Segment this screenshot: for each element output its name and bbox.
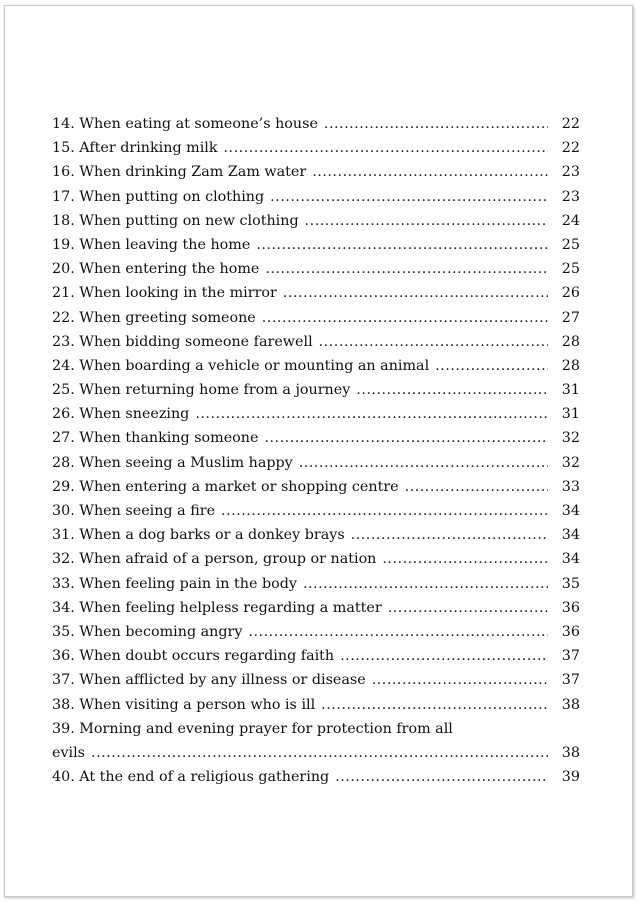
dot-leader	[435, 354, 548, 378]
toc-entry	[52, 644, 580, 668]
dot-leader	[91, 741, 548, 765]
toc-entry-title: 19. When leaving the home	[52, 236, 251, 253]
toc-entry	[52, 499, 580, 523]
toc-page-number: 39	[561, 769, 580, 786]
toc-page-number: 32	[561, 454, 580, 471]
toc-entry	[52, 330, 580, 354]
toc-page-number: 28	[561, 357, 580, 374]
toc-entry-title: 31. When a dog barks or a donkey brays	[52, 527, 345, 544]
toc-entry-title: 16. When drinking Zam Zam water	[52, 164, 307, 181]
toc-entry	[52, 233, 580, 257]
dot-leader	[270, 185, 548, 209]
toc-page-number: 37	[561, 672, 580, 689]
toc-entry	[52, 185, 580, 209]
toc-entry-title: 30. When seeing a fire	[52, 503, 216, 519]
dot-leader	[312, 160, 548, 184]
toc-entry	[52, 257, 580, 281]
toc-entry-title: 27. When thanking someone	[52, 430, 259, 447]
toc-page-number: 36	[561, 623, 580, 640]
toc-entry-title: 21. When looking in the mirror	[52, 285, 277, 302]
toc-entry-39-line-2	[52, 741, 580, 765]
toc-entry-title: 22. When greeting someone	[52, 309, 256, 326]
toc-entry	[52, 668, 580, 692]
toc-entry	[52, 547, 580, 571]
toc-entry-title: 38. When visiting a person who is ill	[52, 696, 316, 713]
toc-page-number: 31	[561, 382, 580, 399]
dot-leader	[221, 499, 548, 523]
dot-leader	[372, 668, 548, 692]
toc-entry-title: 18. When putting on new clothing	[52, 212, 299, 229]
toc-page-number: 38	[561, 744, 580, 761]
toc-page-number: 31	[561, 406, 580, 423]
toc-entry	[52, 209, 580, 233]
toc-entry	[52, 136, 580, 160]
toc-entry-title: 32. When afraid of a person, group or nation	[52, 551, 377, 568]
toc-page-number: 23	[561, 188, 580, 205]
toc-entry-title: 15. After drinking milk	[52, 140, 218, 157]
toc-entry-title: 40. At the end of a religious gathering	[52, 769, 330, 786]
dot-leader	[248, 620, 548, 644]
dot-leader	[335, 765, 548, 789]
toc-entry	[52, 281, 580, 305]
toc-entry	[52, 693, 580, 717]
toc-page-number: 27	[561, 309, 580, 326]
document-page	[4, 5, 633, 897]
toc-entry	[52, 354, 580, 378]
dot-leader	[321, 693, 548, 717]
toc-page-number: 34	[561, 527, 580, 544]
toc-entry-title: evils	[52, 744, 86, 761]
toc-entry-title: 23. When bidding someone farewell	[52, 333, 313, 350]
toc-entry	[52, 596, 580, 620]
toc-entry-title: 17. When putting on clothing	[52, 188, 265, 205]
dot-leader	[324, 112, 548, 136]
toc-entry	[52, 306, 580, 330]
dot-leader	[224, 136, 548, 160]
toc-page-number: 22	[561, 140, 580, 157]
toc-page-number: 24	[561, 212, 580, 229]
table-of-contents	[52, 112, 580, 789]
toc-entry	[52, 620, 580, 644]
toc-page-number: 35	[561, 575, 580, 592]
dot-leader	[283, 281, 548, 305]
toc-entry	[52, 475, 580, 499]
toc-page-number: 25	[561, 261, 580, 278]
dot-leader	[256, 233, 548, 257]
toc-page-number: 37	[561, 648, 580, 665]
toc-page-number: 32	[561, 430, 580, 447]
toc-entry-title: 33. When feeling pain in the body	[52, 575, 297, 592]
toc-entry-title: 24. When boarding a vehicle or mounting an animal	[52, 357, 430, 374]
toc-entry	[52, 160, 580, 184]
dot-leader	[262, 306, 548, 330]
toc-page-number: 38	[561, 696, 580, 713]
toc-page-number: 36	[561, 599, 580, 616]
toc-entry	[52, 112, 580, 136]
toc-page-number: 22	[561, 116, 580, 132]
toc-entry-title: 20. When entering the home	[52, 261, 260, 278]
dot-leader	[382, 547, 548, 571]
toc-page-number: 25	[561, 236, 580, 253]
toc-entry	[52, 523, 580, 547]
toc-entry-title: 26. When sneezing	[52, 406, 190, 423]
dot-leader	[265, 257, 548, 281]
dot-leader	[356, 378, 548, 402]
dot-leader	[388, 596, 548, 620]
dot-leader	[319, 330, 548, 354]
toc-entry-40	[52, 765, 580, 789]
toc-entry-title: 29. When entering a market or shopping centre	[52, 478, 399, 495]
dot-leader	[405, 475, 548, 499]
toc-entry	[52, 402, 580, 426]
toc-entry-39-line-1: 39. Morning and evening prayer for protection from all	[52, 720, 453, 737]
toc-entry	[52, 451, 580, 475]
dot-leader	[195, 402, 548, 426]
toc-entry	[52, 378, 580, 402]
toc-page-number: 34	[561, 551, 580, 568]
toc-entry	[52, 572, 580, 596]
dot-leader	[299, 451, 548, 475]
dot-leader	[305, 209, 548, 233]
toc-entry-title: 34. When feeling helpless regarding a matter	[52, 599, 382, 616]
toc-page-number: 28	[561, 333, 580, 350]
toc-entry-title: 28. When seeing a Muslim happy	[52, 454, 293, 471]
toc-entry-title: 37. When afflicted by any illness or disease	[52, 672, 366, 689]
toc-page-number: 33	[561, 478, 580, 495]
dot-leader	[303, 572, 548, 596]
toc-page-number: 34	[561, 503, 580, 519]
dot-leader	[351, 523, 548, 547]
dot-leader	[340, 644, 548, 668]
toc-entry-title: 25. When returning home from a journey	[52, 382, 351, 399]
toc-page-number: 23	[561, 164, 580, 181]
toc-entry-title: 14. When eating at someone’s house	[52, 116, 318, 132]
toc-entry-title: 35. When becoming angry	[52, 623, 243, 640]
toc-page-number: 26	[561, 285, 580, 302]
toc-entry	[52, 426, 580, 450]
dot-leader	[264, 426, 548, 450]
toc-entry-title: 36. When doubt occurs regarding faith	[52, 648, 335, 665]
